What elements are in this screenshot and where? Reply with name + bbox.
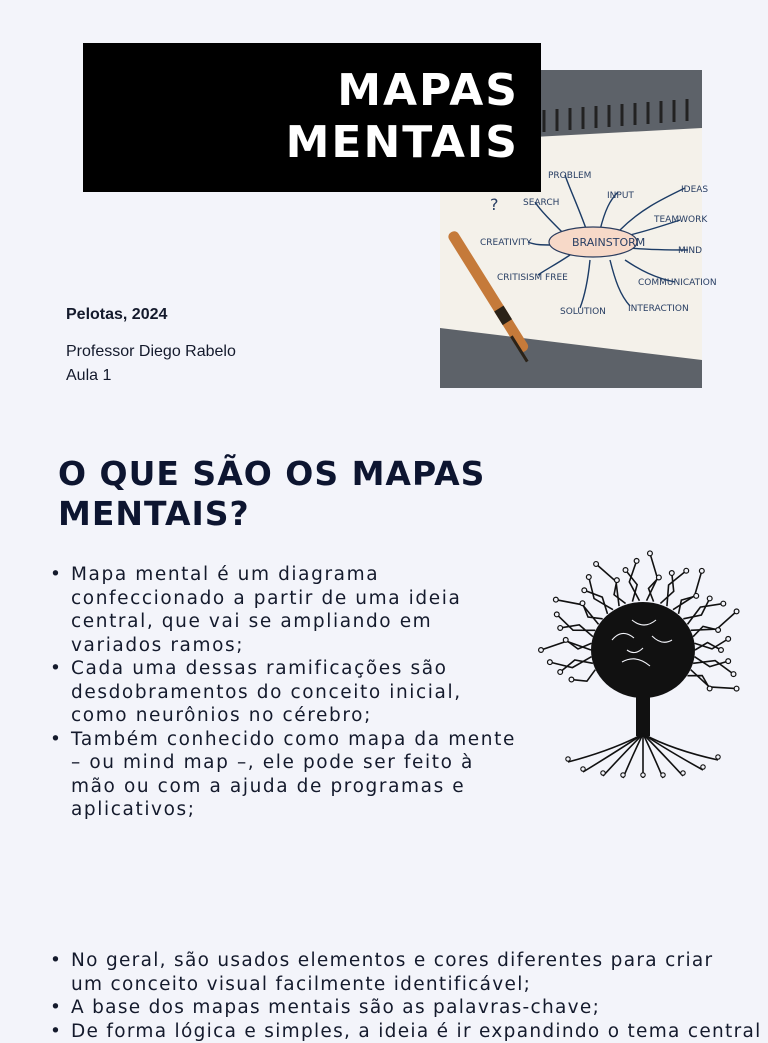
heading-line-1: O QUE SÃO OS MAPAS bbox=[58, 454, 678, 494]
photo-word: MIND bbox=[678, 246, 702, 256]
photo-word: CRITISISM FREE bbox=[497, 273, 568, 283]
photo-word: ? bbox=[490, 195, 499, 214]
bullet-item: • A base dos mapas mentais são as palavras-chave; bbox=[50, 996, 766, 1020]
professor-name: Professor Diego Rabelo bbox=[66, 343, 236, 361]
photo-word-center: BRAINSTORM bbox=[572, 236, 645, 249]
bullet-item: • Mapa mental é um diagrama confeccionado a partir de uma ideia central, que vai se ampliando em variados ramos; bbox=[50, 563, 520, 657]
bullet-item: • Também conhecido como mapa da mente – ou mind map –, ele pode ser feito à mão ou com a ajuda de programas e aplicativos; bbox=[50, 728, 520, 822]
bullet-item: • Cada uma dessas ramificações são desdobramentos do conceito inicial, como neurônios no cérebro; bbox=[50, 657, 520, 728]
photo-word: PROBLEM bbox=[548, 171, 591, 181]
photo-word: SEARCH bbox=[523, 198, 559, 208]
bullet-item: • De forma lógica e simples, a ideia é ir expandindo o tema central bbox=[50, 1020, 766, 1043]
bullet-item: • No geral, são usados elementos e cores diferentes para criar um conceito visual facilmente identificável; bbox=[50, 949, 766, 996]
city-year: Pelotas, 2024 bbox=[66, 306, 167, 324]
photo-word: TEAMWORK bbox=[653, 215, 708, 225]
bullet-list-more bbox=[50, 949, 766, 1043]
title-line-2: MENTAIS bbox=[286, 121, 519, 165]
photo-word: CREATIVITY bbox=[480, 238, 532, 248]
title-box bbox=[83, 43, 541, 192]
photo-word: INPUT bbox=[607, 191, 634, 201]
title-line-1: MAPAS bbox=[337, 69, 519, 113]
heading-line-2: MENTAIS? bbox=[58, 494, 678, 534]
photo-word: IDEAS bbox=[681, 185, 708, 195]
lesson-label: Aula 1 bbox=[66, 367, 111, 385]
brain-tree-icon bbox=[532, 550, 754, 778]
photo-word: SOLUTION bbox=[560, 307, 606, 317]
photo-word: COMMUNICATION bbox=[638, 278, 717, 288]
section-heading bbox=[58, 454, 678, 534]
photo-word: INTERACTION bbox=[628, 304, 689, 314]
bullet-list bbox=[50, 563, 520, 822]
